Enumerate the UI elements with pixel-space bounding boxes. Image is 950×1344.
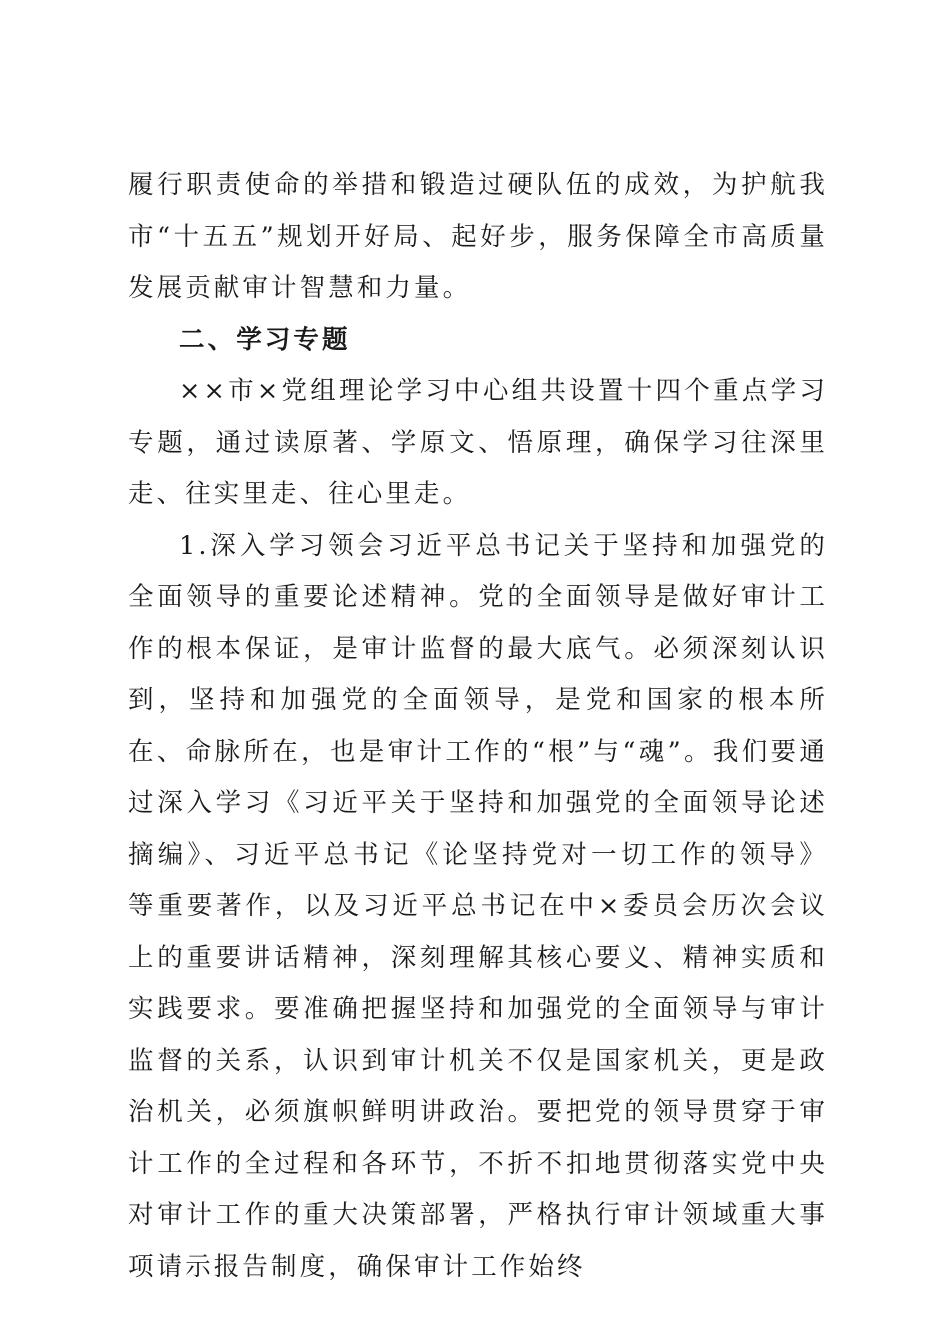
- paragraph-intro: ××市×党组理论学习中心组共设置十四个重点学习专题，通过读原著、学原文、悟原理，确保学习往深里走、往实里走、往心里走。: [128, 376, 828, 509]
- paragraph-topic-1: 1.深入学习领会习近平总书记关于坚持和加强党的全面领导的重要论述精神。党的全面领导是做好审计工作的根本保证，是审计监督的最大底气。必须深刻认识到，坚持和加强党的全面领导，是党和国家的根本所在、命脉所在，也是审计工作的“根”与“魂”。我们要通过深入学习《习近平关于坚持和加强党的全面领导论述摘编》、习近平总书记《论坚持党对一切工作的领导》等重要著作，以及习近平总书记在中×委员会历次会议上的重要讲话精神，深刻理解其核心要义、精神实质和实践要求。要准确把握坚持和加强党的全面领导与审计监督的关系，认识到审计机关不仅是国家机关，更是政治机关，必须旗帜鲜明讲政治。要把党的领导贯穿于审计工作的全过程和各环节，不折不扣地贯彻落实党中央对审计工作的重大决策部署，严格执行审计领域重大事项请示报告制度，确保审计工作始终: [128, 530, 828, 1282]
- document-body: [128, 160, 828, 1293]
- paragraph-continuation: 履行职责使命的举措和锻造过硬队伍的成效，为护航我市“十五五”规划开好局、起好步，服务保障全市高质量发展贡献审计智慧和力量。: [128, 170, 828, 303]
- section-heading: 二、学习专题: [179, 324, 351, 355]
